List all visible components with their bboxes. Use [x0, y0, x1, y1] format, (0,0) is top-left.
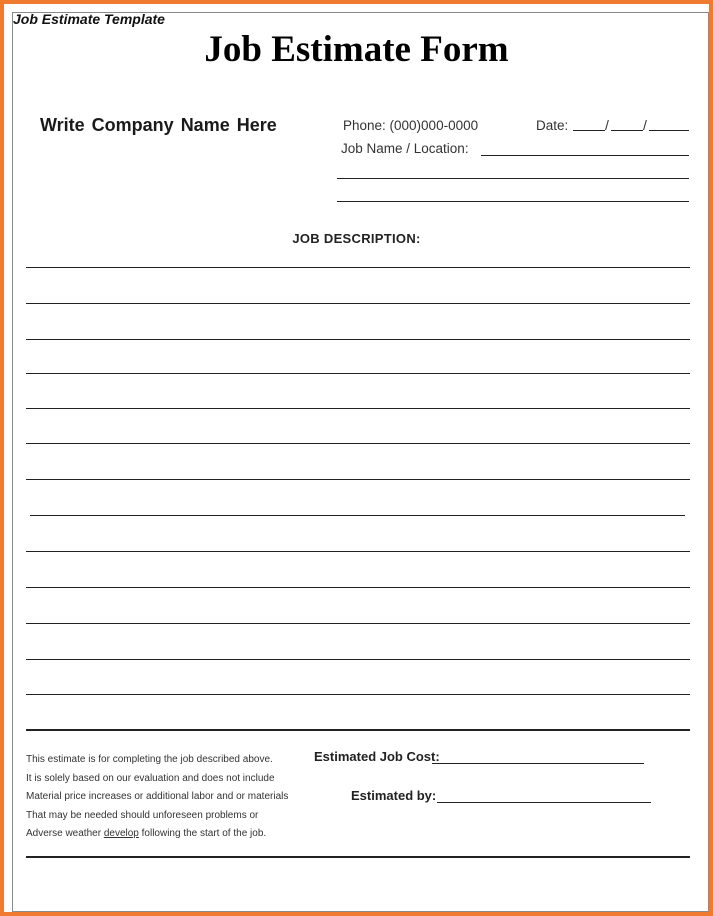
job-description-title: JOB DESCRIPTION: — [292, 231, 421, 246]
job-name-location-label: Job Name / Location: — [341, 141, 469, 156]
job-name-location-blank-2[interactable] — [337, 178, 689, 179]
form-title: Job Estimate Form — [204, 29, 509, 70]
disclaimer-text-part: Adverse weather — [26, 828, 104, 840]
estimated-job-cost-label: Estimated Job Cost: — [314, 749, 440, 764]
disclaimer-line: This estimate is for completing the job described above. — [26, 754, 273, 765]
job-description-line[interactable] — [30, 515, 685, 516]
disclaimer-line — [26, 825, 288, 844]
job-description-line[interactable] — [26, 339, 690, 340]
disclaimer-line: It is solely based on our evaluation and does not include — [26, 772, 275, 784]
date-separator: / — [605, 117, 609, 133]
disclaimer-line: That may be needed should unforeseen problems or — [26, 809, 259, 821]
job-name-location-blank[interactable] — [481, 155, 689, 156]
section-divider — [26, 729, 690, 731]
job-description-line[interactable] — [26, 694, 690, 695]
template-label: Job Estimate Template — [13, 11, 165, 27]
job-name-location-blank-3[interactable] — [337, 201, 689, 202]
job-description-line[interactable] — [26, 623, 690, 624]
job-description-line[interactable] — [26, 479, 690, 480]
date-day-blank[interactable] — [611, 130, 643, 131]
disclaimer-line: Material price increases or additional labor and or materials — [26, 791, 289, 803]
phone-field[interactable]: Phone: (000)000-0000 — [343, 118, 479, 133]
job-description-line[interactable] — [26, 443, 690, 444]
date-month-blank[interactable] — [573, 130, 605, 131]
date-label: Date: — [536, 118, 569, 133]
job-description-line[interactable] — [26, 408, 690, 409]
job-description-line[interactable] — [26, 587, 690, 588]
date-year-blank[interactable] — [649, 130, 689, 131]
estimated-job-cost-blank[interactable] — [432, 763, 644, 764]
job-description-line[interactable] — [26, 267, 690, 268]
estimated-by-label: Estimated by: — [351, 788, 437, 803]
estimated-by-blank[interactable] — [437, 802, 651, 803]
disclaimer-underlined-word: develop — [103, 828, 139, 840]
job-description-line[interactable] — [26, 551, 690, 552]
bottom-divider — [26, 856, 690, 858]
job-description-line[interactable] — [26, 659, 690, 660]
company-name-field[interactable]: Write Company Name Here — [40, 115, 277, 135]
job-description-line[interactable] — [26, 303, 690, 304]
job-description-line[interactable] — [26, 373, 690, 374]
disclaimer-text-part: following the start of the job. — [138, 828, 267, 840]
disclaimer-text — [26, 751, 288, 844]
date-separator: / — [643, 117, 647, 133]
